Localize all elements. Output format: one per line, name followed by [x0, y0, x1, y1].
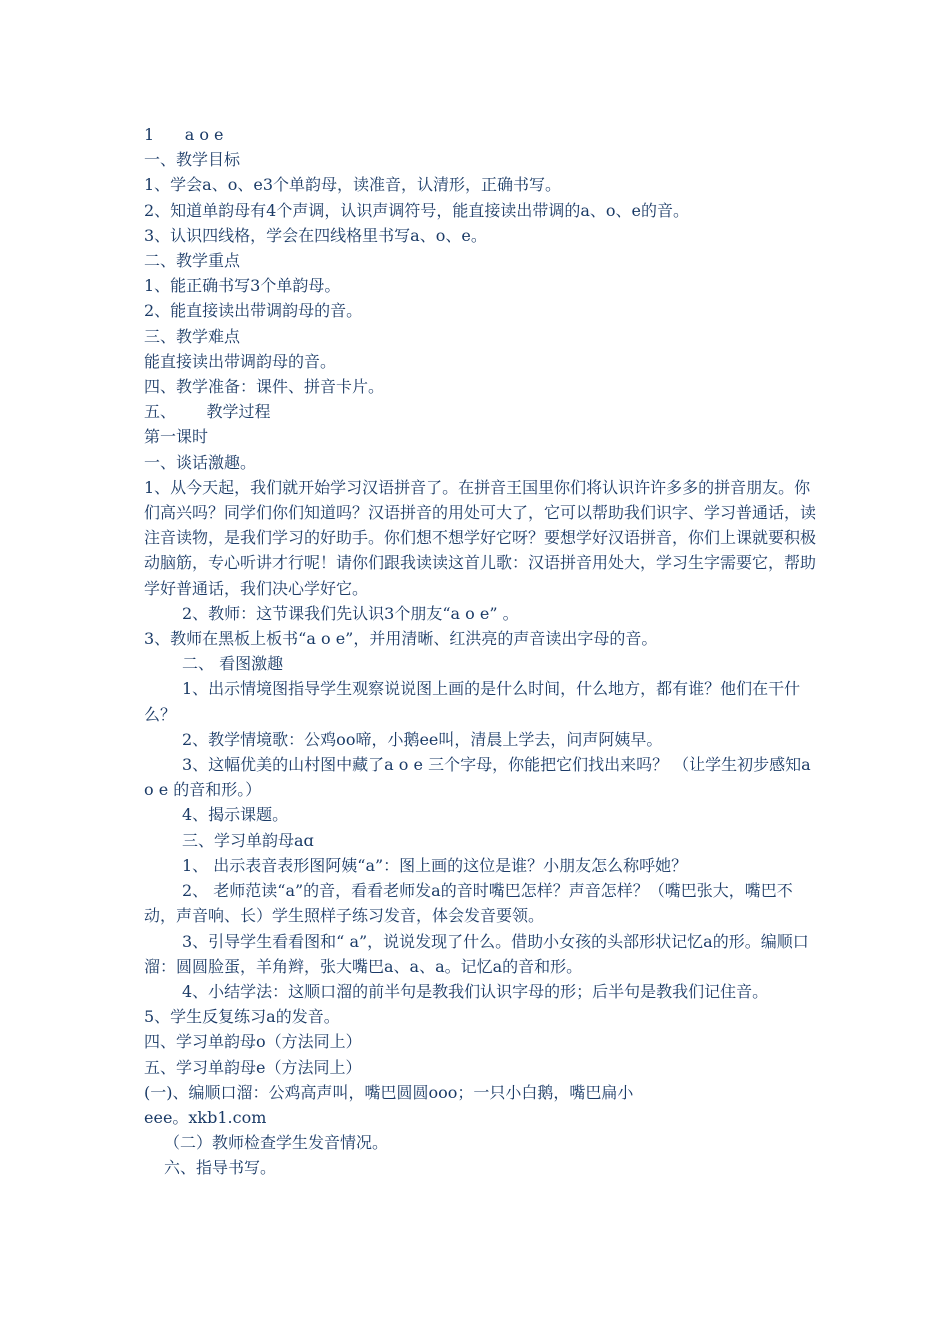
section-heading: 四、学习单韵母o（方法同上） — [144, 1032, 362, 1052]
paragraph: 2、知道单韵母有4个声调，认识声调符号，能直接读出带调的a、o、e的音。 — [144, 200, 690, 220]
paragraph: eee。xkb1.com — [144, 1107, 267, 1127]
paragraph: 3、这幅优美的山村图中藏了a o e 三个字母，你能把它们找出来吗？ （让学生初步感知a o e 的音和形。） — [144, 755, 816, 800]
paragraph: (一)、编顺口溜：公鸡高声叫，嘴巴圆圆ooo；一只小白鹅，嘴巴扁小 — [144, 1082, 634, 1102]
paragraph: 1、从今天起，我们就开始学习汉语拼音了。在拼音王国里你们将认识许许多多的拼音朋友。你们高兴吗？同学们你们知道吗？汉语拼音的用处可大了，它可以帮助我们识字、学习普通话，读注音读物，是我们学习的好助手。你们想不想学好它呀？要想学好汉语拼音，你们上课就要积极动脑筋，专心听讲才行呢！请你们跟我读读这首儿歌：汉语拼音用处大，学习生字需要它，帮助学好普通话，我们决心学好它。 — [144, 477, 817, 598]
section-heading: 六、指导书写。 — [164, 1158, 277, 1178]
section-heading: 一、谈话激趣。 — [144, 452, 257, 472]
section-heading: 五、 教学过程 — [144, 402, 271, 422]
paragraph: 1、 出示表音表形图阿姨“a”：图上画的这位是谁？小朋友怎么称呼她？ — [182, 855, 688, 875]
section-heading: 二、教学重点 — [144, 251, 241, 271]
paragraph: 1、出示情境图指导学生观察说说图上画的是什么时间，什么地方，都有谁？他们在干什么？ — [144, 679, 801, 724]
section-heading: 二、 看图激趣 — [182, 654, 284, 674]
section-heading: 四、教学准备：课件、拼音卡片。 — [144, 377, 385, 397]
section-heading: 五、学习单韵母e（方法同上） — [144, 1057, 362, 1077]
paragraph: 3、教师在黑板上板书“a o e”，并用清晰、红洪亮的声音读出字母的音。 — [144, 629, 658, 649]
paragraph: 4、揭示课题。 — [182, 805, 289, 825]
lesson-period-heading: 第一课时 — [144, 427, 209, 447]
paragraph: 1、能正确书写3个单韵母。 — [144, 276, 341, 296]
paragraph: 2、 老师范读“a”的音，看看老师发a的音时嘴巴怎样？声音怎样？（嘴巴张大，嘴巴不动，声音响、长）学生照样子练习发音，体会发音要领。 — [144, 881, 793, 926]
paragraph: 4、小结学法：这顺口溜的前半句是教我们认识字母的形；后半句是教我们记住音。 — [182, 981, 769, 1001]
section-heading: 三、教学难点 — [144, 326, 241, 346]
lesson-title: 1 a o e — [144, 125, 224, 144]
section-heading: 三、学习单韵母aɑ — [182, 830, 314, 850]
paragraph: 5、学生反复练习a的发音。 — [144, 1007, 340, 1027]
paragraph: 2、教学情境歌：公鸡oo啼，小鹅ee叫，清晨上学去，问声阿姨早。 — [182, 729, 663, 749]
paragraph: 2、能直接读出带调韵母的音。 — [144, 301, 363, 321]
paragraph: 2、教师：这节课我们先认识3个朋友“a o e” 。 — [182, 603, 519, 623]
paragraph: （二）教师检查学生发音情况。 — [164, 1133, 389, 1153]
document-body — [144, 122, 816, 1181]
paragraph: 能直接读出带调韵母的音。 — [144, 351, 337, 371]
paragraph: 3、引导学生看看图和“ a”，说说发现了什么。借助小女孩的头部形状记忆a的形。编顺口溜：圆圆脸蛋，羊角辫，张大嘴巴a、a、a。记忆a的音和形。 — [144, 931, 809, 976]
paragraph: 3、认识四线格，学会在四线格里书写a、o、e。 — [144, 225, 487, 245]
section-heading: 一、教学目标 — [144, 150, 241, 170]
paragraph: 1、学会a、o、e3个单韵母，读准音，认清形，正确书写。 — [144, 175, 562, 195]
